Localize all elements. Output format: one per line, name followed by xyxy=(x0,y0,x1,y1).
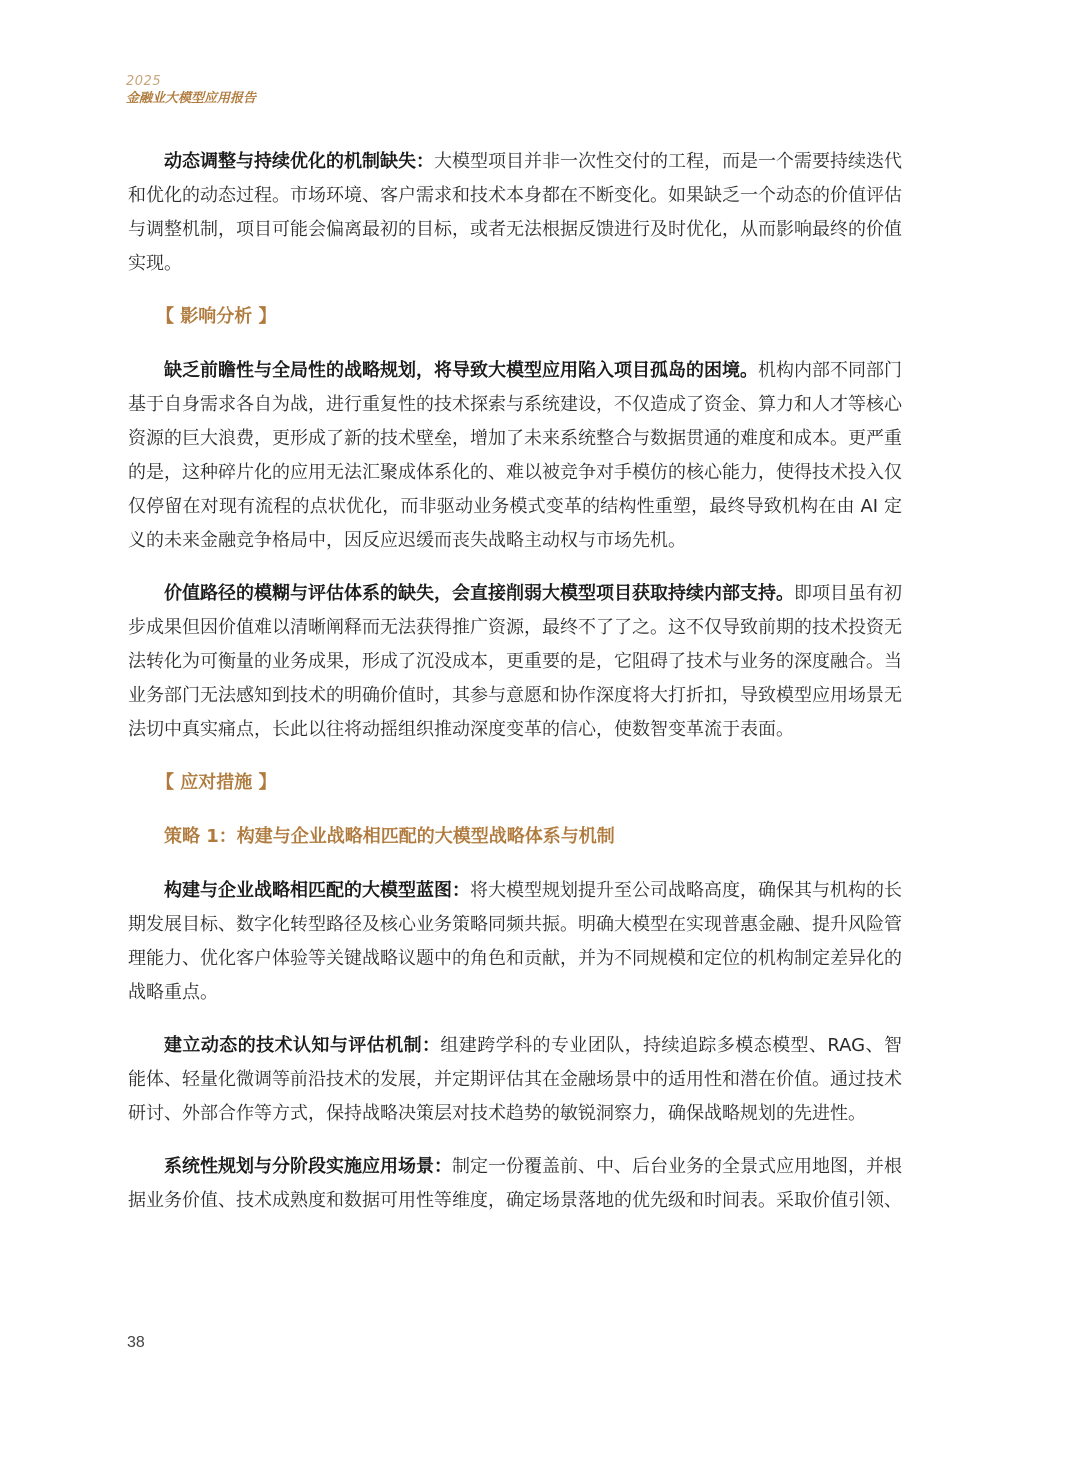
strategy-heading: 策略 1：构建与企业战略相匹配的大模型战略体系与机制 xyxy=(164,826,615,847)
page-number: 38 xyxy=(127,1334,145,1351)
paragraph-blueprint xyxy=(128,874,902,1010)
paragraph-lead: 系统性规划与分阶段实施应用场景： xyxy=(164,1156,452,1177)
report-title: 金融业大模型应用报告 xyxy=(126,91,257,106)
paragraph-strategy-planning xyxy=(128,354,902,558)
paragraph-lead: 缺乏前瞻性与全局性的战略规划，将导致大模型应用陷入项目孤岛的困境。 xyxy=(164,360,758,381)
page-content xyxy=(128,145,902,1237)
paragraph-lead: 构建与企业战略相匹配的大模型蓝图： xyxy=(164,880,470,901)
section-heading-impact: 【 影响分析 】 xyxy=(156,306,277,327)
paragraph-value-path xyxy=(128,577,902,747)
paragraph-body: 即项目虽有初步成果但因价值难以清晰阐释而无法获得推广资源，最终不了了之。这不仅导致前期的技术投资无法转化为可衡量的业务成果，形成了沉没成本，更重要的是，它阻碍了技术与业务的深度融合。当业务部门无法感知到技术的明确价值时，其参与意愿和协作深度将大打折扣，导致模型应用场景无法切中真实痛点，长此以往将动摇组织推动深度变革的信心，使数智变革流于表面。 xyxy=(128,583,902,740)
paragraph-lead: 价值路径的模糊与评估体系的缺失，会直接削弱大模型项目获取持续内部支持。 xyxy=(164,583,794,604)
report-header xyxy=(126,74,256,108)
paragraph-body: 机构内部不同部门基于自身需求各自为战，进行重复性的技术探索与系统建设，不仅造成了资金、算力和人才等核心资源的巨大浪费，更形成了新的技术壁垒，增加了未来系统整合与数据贯通的难度和成本。更严重的是，这种碎片化的应用无法汇聚成体系化的、难以被竞争对手模仿的核心能力，使得技术投入仅仅停留在对现有流程的点状优化，而非驱动业务模式变革的结构性重塑，最终导致机构在由 AI 定义的未来金融竞争格局中，因反应迟缓而丧失战略主动权与市场先机。 xyxy=(128,360,902,551)
paragraph-lead: 动态调整与持续优化的机制缺失： xyxy=(164,151,434,172)
paragraph-body: 制定一份覆盖前、中、后台业务的全景式应用地图，并根据业务价值、技术成熟度和数据可用性等维度，确定场景落地的优先级和时间表。采取价值引领、 xyxy=(128,1156,902,1211)
paragraph-mechanism-missing xyxy=(128,145,902,281)
paragraph-tech-evaluation xyxy=(128,1029,902,1131)
paragraph-body: 大模型项目并非一次性交付的工程，而是一个需要持续迭代和优化的动态过程。市场环境、客户需求和技术本身都在不断变化。如果缺乏一个动态的价值评估与调整机制，项目可能会偏离最初的目标，或者无法根据反馈进行及时优化，从而影响最终的价值实现。 xyxy=(128,151,902,274)
report-year: 2025 xyxy=(126,74,162,89)
paragraph-body: 将大模型规划提升至公司战略高度，确保其与机构的长期发展目标、数字化转型路径及核心业务策略同频共振。明确大模型在实现普惠金融、提升风险管理能力、优化客户体验等关键战略议题中的角色和贡献，并为不同规模和定位的机构制定差异化的战略重点。 xyxy=(128,880,902,1003)
paragraph-lead: 建立动态的技术认知与评估机制： xyxy=(164,1035,441,1056)
paragraph-body: 组建跨学科的专业团队，持续追踪多模态模型、RAG、智能体、轻量化微调等前沿技术的发展，并定期评估其在金融场景中的适用性和潜在价值。通过技术研讨、外部合作等方式，保持战略决策层对技术趋势的敏锐洞察力，确保战略规划的先进性。 xyxy=(128,1035,902,1124)
paragraph-scenario-planning xyxy=(128,1150,902,1218)
section-heading-measures: 【 应对措施 】 xyxy=(156,772,277,793)
